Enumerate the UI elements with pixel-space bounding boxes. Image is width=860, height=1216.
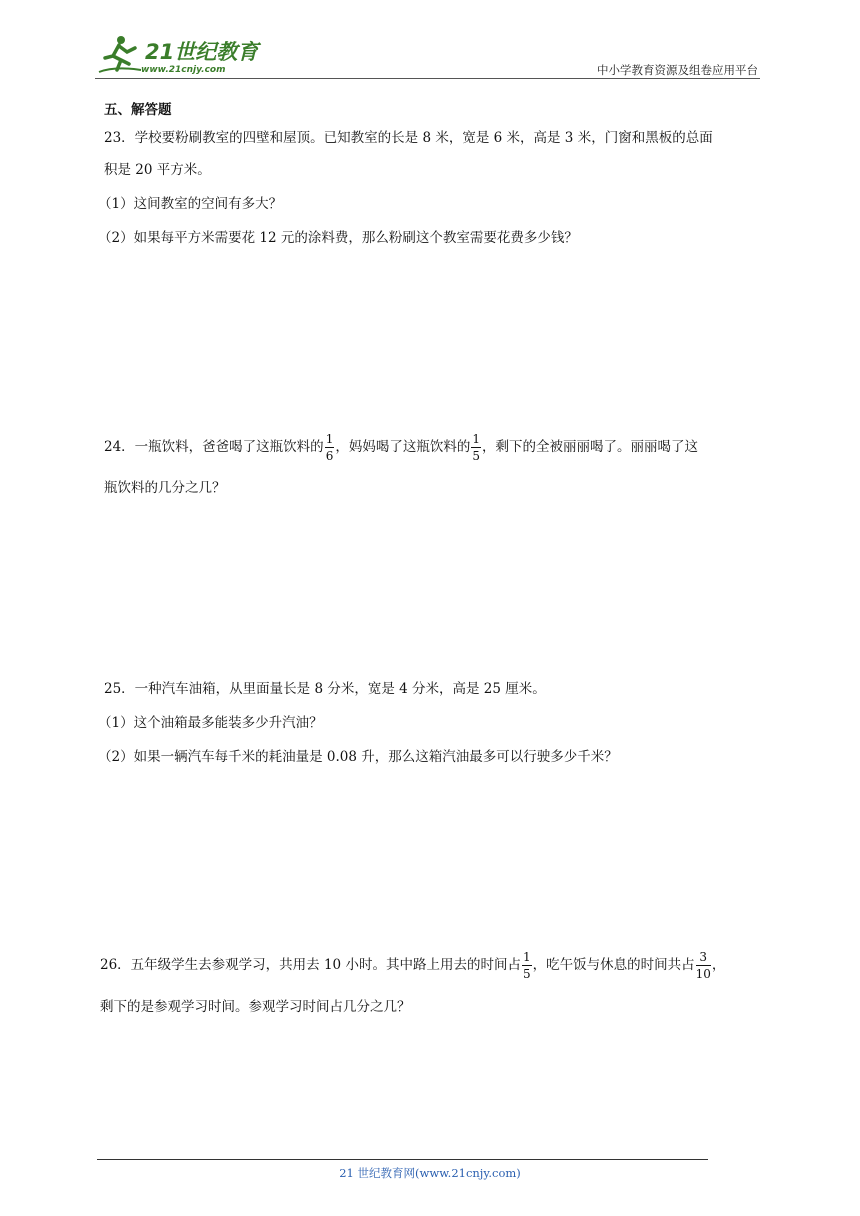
q26-text-b: ，吃午饭与休息的时间共占 (532, 957, 695, 973)
q24-line2: 瓶饮料的几分之几？ (104, 480, 226, 496)
q23-line2: 积是 20 平方米。 (104, 162, 211, 178)
logo-url: www.21cnjy.com (141, 65, 226, 75)
q26-text-a: 26．五年级学生去参观学习，共用去 10 小时。其中路上用去的时间占 (100, 957, 521, 973)
logo-text: 21世纪教育 (145, 40, 259, 64)
q26-line2: 剩下的是参观学习时间。参观学习时间占几分之几？ (100, 999, 411, 1015)
fraction-one-sixth (325, 433, 335, 462)
frac-numerator: 3 (696, 951, 711, 966)
q25-sub2: （2）如果一辆汽车每千米的耗油量是 0.08 升，那么这箱汽油最多可以行驶多少千米？ (98, 749, 618, 765)
q24-text-a: 24．一瓶饮料，爸爸喝了这瓶饮料的 (104, 439, 324, 455)
section-title: 五、解答题 (104, 102, 172, 118)
q24-line1 (104, 429, 698, 465)
q26-line1 (100, 947, 725, 983)
header-divider (95, 78, 760, 79)
q25-sub1: （1）这个油箱最多能装多少升汽油？ (98, 715, 323, 731)
q24-text-b: ，妈妈喝了这瓶饮料的 (335, 439, 471, 455)
fraction-three-tenths (696, 951, 711, 980)
frac-numerator: 1 (325, 432, 334, 446)
q25-line1: 25．一种汽车油箱，从里面量长是 8 分米，宽是 4 分米，高是 25 厘米。 (104, 681, 546, 697)
footer-divider (97, 1159, 708, 1160)
site-logo (95, 32, 265, 78)
runner-logo-icon (95, 32, 147, 78)
frac-denominator: 5 (522, 967, 531, 981)
q23-sub2: （2）如果每平方米需要花 12 元的涂料费，那么粉刷这个教室需要花费多少钱？ (98, 230, 578, 246)
page-header (95, 32, 760, 80)
frac-denominator: 10 (695, 967, 711, 981)
fraction-one-fifth (522, 951, 532, 980)
fraction-one-fifth (471, 433, 481, 462)
q23-sub1: （1）这间教室的空间有多大？ (98, 196, 283, 212)
q24-text-c: ，剩下的全被丽丽喝了。丽丽喝了这 (481, 439, 698, 455)
q23-line1: 23．学校要粉刷教室的四壁和屋顶。已知教室的长是 8 米，宽是 6 米，高是 3 米，门窗和黑板的总面 (104, 130, 713, 146)
frac-numerator: 1 (522, 950, 531, 964)
frac-denominator: 6 (325, 449, 334, 463)
footer-link[interactable]: 21 世纪教育网(www.21cnjy.com) (339, 1166, 521, 1180)
q26-text-c: ， (711, 957, 726, 973)
platform-name: 中小学教育资源及组卷应用平台 (597, 63, 758, 77)
frac-numerator: 1 (472, 432, 480, 446)
frac-denominator: 5 (472, 449, 480, 463)
